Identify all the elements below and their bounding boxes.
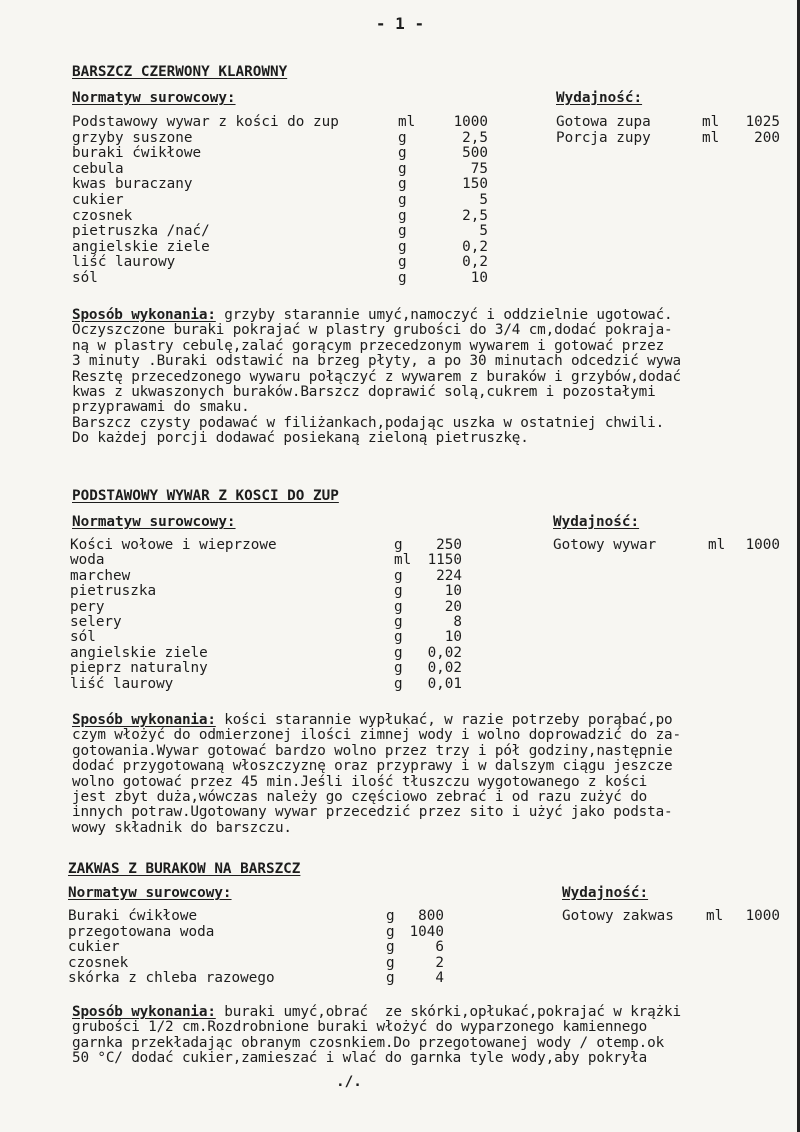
ingredient-name: pietruszka (70, 583, 157, 600)
ingredient-unit: g (398, 238, 407, 255)
yield-qty: 1000 (745, 537, 780, 553)
ingredient-qty: 0,2 (462, 238, 488, 255)
yield-qty: 200 (754, 130, 780, 146)
ingredient-name: marchew (70, 567, 131, 584)
ingredient-unit: g (386, 939, 395, 956)
ingredient-name: woda (70, 552, 105, 569)
ingredient-qty: 2,5 (462, 207, 488, 224)
ingredient-qty: 2 (435, 954, 444, 971)
yield-qty: 1025 (745, 114, 780, 130)
yield-qty: 1000 (745, 908, 780, 924)
yield-unit: ml (702, 130, 720, 146)
yield-unit: ml (706, 908, 724, 924)
ingredient-name: liść laurowy (70, 675, 174, 692)
ingredient-name: Buraki ćwikłowe (68, 908, 198, 924)
ingredient-unit: g (394, 614, 403, 630)
ingredient-qty: 5 (479, 223, 488, 240)
ingredient-unit: g (398, 145, 407, 162)
ingredient-unit: g (398, 207, 407, 224)
ingredient-qty: 500 (462, 145, 488, 162)
ingredient-unit: g (386, 908, 395, 924)
ingredient-unit: ml (398, 114, 416, 130)
ingredient-qty: 2,5 (462, 129, 488, 146)
ingredient-qty: 75 (470, 160, 488, 177)
method-text: buraki umyć,obrać ze skórki,opłukać,pokrajać w krążki grubości 1/2 cm.Rozdrobnione buraki włożyć do wyparzonego kamiennego garnka przekładając obranym czosnkiem.Do przegotowanej wody / otemp.ok 50 °C/ dodać cukier,zamieszać i wlać do garnka tyle wody,aby pokryła (72, 1004, 681, 1067)
ingredient-unit: g (398, 129, 407, 146)
ingredient-unit: g (398, 223, 407, 240)
ingredient-qty: 8 (453, 614, 462, 630)
method-label: Sposób wykonania: (72, 712, 216, 728)
method-block (72, 1005, 681, 1067)
ingredient-unit: g (394, 644, 403, 661)
norm-label: Normatyw surowcowy: (72, 90, 236, 106)
ingredient-name: buraki ćwikłowe (72, 145, 202, 162)
ingredient-name: pieprz naturalny (70, 660, 208, 677)
ingredient-name: Podstawowy wywar z kości do zup (72, 114, 339, 130)
ingredient-name: czosnek (72, 207, 133, 224)
ingredient-qty: 6 (435, 939, 444, 956)
ingredient-qty: 0,02 (427, 644, 462, 661)
ingredient-qty: 0,2 (462, 254, 488, 271)
method-label: Sposób wykonania: (72, 307, 216, 323)
method-block (72, 713, 681, 836)
ingredient-qty: 10 (444, 629, 462, 646)
section-title-wywar: PODSTAWOWY WYWAR Z KOSCI DO ZUP (72, 488, 339, 504)
ingredient-name: angielskie ziele (72, 238, 210, 255)
yield-name: Gotowa zupa (556, 114, 651, 130)
ingredient-qty: 10 (444, 583, 462, 600)
ingredient-qty: 5 (479, 192, 488, 208)
method-block (72, 308, 681, 447)
ingredient-name: sól (70, 629, 96, 646)
ingredient-name: grzyby suszone (72, 129, 193, 146)
ingredient-unit: g (398, 176, 407, 193)
ingredient-qty: 20 (444, 598, 462, 615)
section-title-barszcz: BARSZCZ CZERWONY KLAROWNY (72, 64, 288, 80)
ingredient-unit: g (394, 537, 403, 553)
ingredient-name: cukier (68, 939, 120, 956)
page-number: - 1 - (375, 14, 425, 33)
ingredient-name: czosnek (68, 954, 129, 971)
ingredient-unit: g (394, 675, 403, 692)
ingredient-qty: 0,01 (427, 675, 462, 692)
ingredient-qty: 1040 (409, 923, 444, 940)
yield-unit: ml (708, 537, 726, 553)
ingredient-unit: g (398, 254, 407, 271)
yield-name: Porcja zupy (556, 130, 651, 146)
ingredient-unit: ml (394, 552, 412, 569)
ingredient-name: pietruszka /nać/ (72, 223, 210, 240)
page-continued-mark: ./. (336, 1074, 362, 1090)
norm-label: Normatyw surowcowy: (68, 885, 232, 901)
ingredient-unit: g (386, 970, 395, 987)
ingredient-name: skórka z chleba razowego (68, 970, 275, 987)
method-text: kości starannie wypłukać, w razie potrzeby porąbać,po czym włożyć do odmierzonej ilości zimnej wody i wolno doprowadzić do za- gotowania.Wywar gotować bardzo wolno przez trzy i pół godziny,następnie dodać przygotowaną włoszczyznę oraz przyprawy i w dalszym ciągu jeszcze wolno gotować przez 45 min.Jeśli ilość tłuszczu wygotowanego z kości jest zbyt duża,wówczas należy go częściowo zebrać i od razu zużyć do innych potraw.Ugotowany wywar przecedzić przez sito i użyć jako podsta- wowy składnik do barszczu. (72, 712, 681, 836)
ingredient-qty: 150 (462, 176, 488, 193)
ingredient-unit: g (386, 923, 395, 940)
ingredient-name: przegotowana woda (68, 923, 215, 940)
ingredient-unit: g (398, 160, 407, 177)
ingredient-name: liść laurowy (72, 254, 176, 271)
yield-unit: ml (702, 114, 720, 130)
ingredient-name: angielskie ziele (70, 644, 208, 661)
yield-name: Gotowy wywar (553, 537, 657, 553)
ingredient-qty: 4 (435, 970, 444, 987)
norm-label: Normatyw surowcowy: (72, 514, 236, 530)
ingredient-name: pery (70, 598, 105, 615)
ingredient-qty: 800 (418, 908, 444, 924)
ingredient-qty: 0,02 (427, 660, 462, 677)
yield-label: Wydajność: (556, 90, 643, 106)
ingredient-unit: g (394, 583, 403, 600)
ingredient-qty: 1000 (453, 114, 488, 130)
ingredient-unit: g (398, 270, 407, 286)
ingredient-qty: 250 (436, 537, 462, 553)
section-title-zakwas: ZAKWAS Z BURAKOW NA BARSZCZ (68, 861, 301, 877)
ingredient-unit: g (386, 954, 395, 971)
ingredient-unit: g (394, 629, 403, 646)
yield-label: Wydajność: (562, 885, 649, 901)
ingredient-qty: 1150 (427, 552, 462, 569)
ingredient-name: cukier (72, 192, 124, 208)
method-label: Sposób wykonania: (72, 1004, 216, 1020)
ingredient-unit: g (398, 192, 407, 208)
ingredient-name: cebula (72, 160, 124, 177)
yield-name: Gotowy zakwas (562, 908, 674, 924)
ingredient-name: kwas buraczany (72, 176, 193, 193)
ingredient-unit: g (394, 567, 403, 584)
ingredient-name: sól (72, 270, 98, 286)
yield-label: Wydajność: (553, 514, 640, 530)
ingredient-name: selery (70, 614, 122, 630)
ingredient-unit: g (394, 660, 403, 677)
method-text: grzyby starannie umyć,namoczyć i oddzielnie ugotować. Oczyszczone buraki pokrajać w plastry grubości do 3/4 cm,dodać pokraja- ną w plastry cebulę,zalać gorącym przecedzonym wywarem i gotować przez 3 minuty .Buraki odstawić na brzeg płyty, a po 30 minutach odcedzić wywa Resztę przecedzonego wywaru połączyć z wywarem z buraków i grzybów,dodać kwas z ukwaszonych buraków.Barszcz doprawić solą,cukrem i pozostałymi przyprawami do smaku. Barszcz czysty podawać w filiżankach,podając uszka w ostatniej chwili. Do każdej porcji dodawać posiekaną zieloną pietruszkę. (72, 307, 681, 447)
ingredient-unit: g (394, 598, 403, 615)
ingredient-qty: 224 (436, 567, 462, 584)
ingredient-qty: 10 (470, 270, 488, 286)
ingredient-name: Kości wołowe i wieprzowe (70, 537, 277, 553)
